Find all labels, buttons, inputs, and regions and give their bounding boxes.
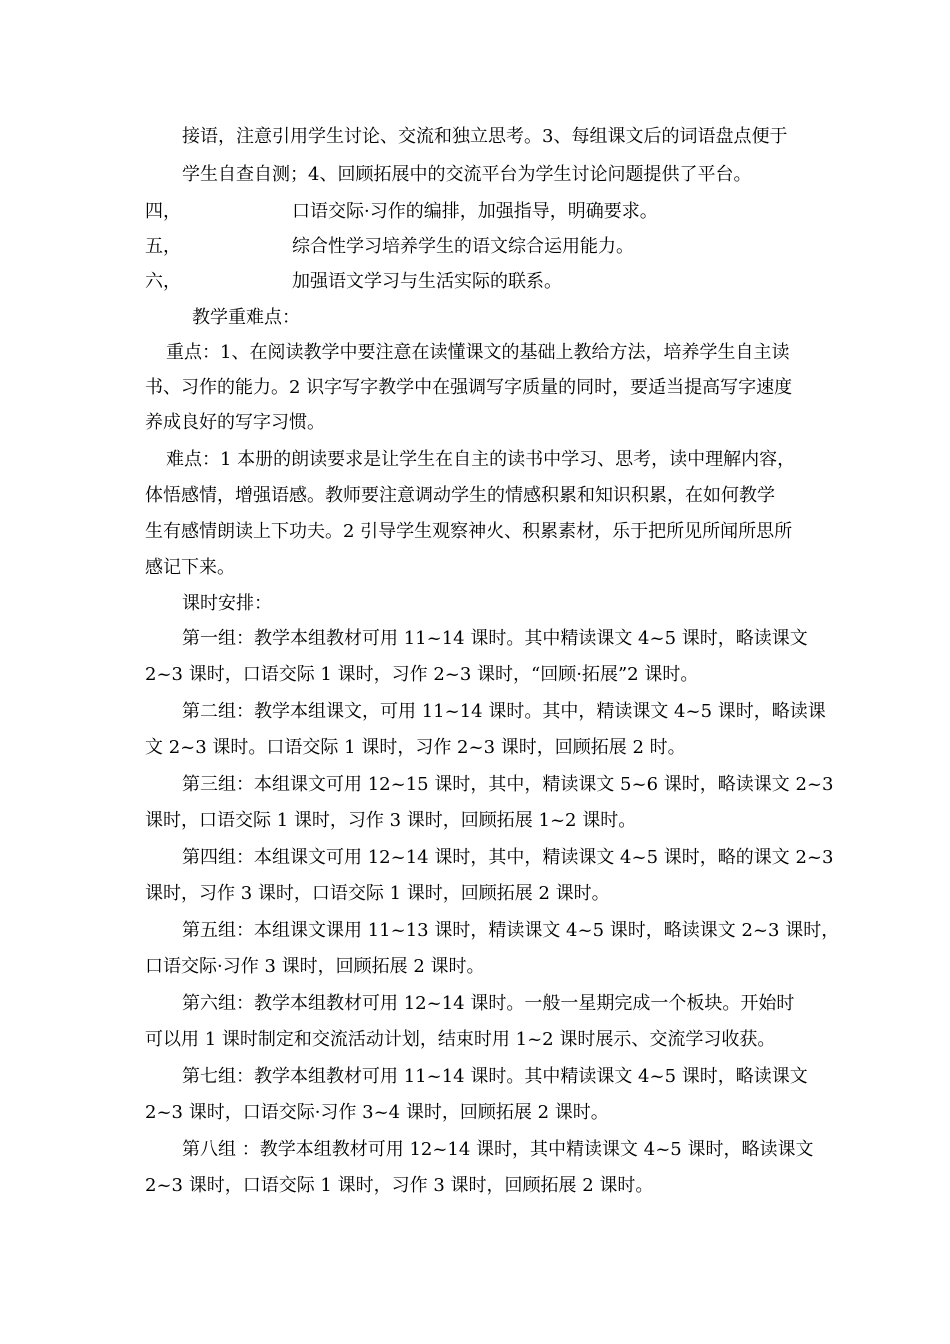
schedule-group-6-line-1: 第六组：教学本组教材可用 12~14 课时。一般一星期完成一个板块。开始时 bbox=[182, 993, 795, 1014]
schedule-group-4-line-1: 第四组：本组课文可用 12~14 课时，其中，精读课文 4~5 课时，略的课文 2~3 bbox=[182, 847, 834, 868]
item-number-4: 四， bbox=[145, 201, 181, 222]
schedule-group-3-line-1: 第三组：本组课文可用 12~15 课时，其中，精读课文 5~6 课时，略读课文 2~3 bbox=[182, 774, 834, 795]
schedule-group-2-line-1: 第二组：教学本组课文，可用 11~14 课时。其中，精读课文 4~5 课时，略读课 bbox=[182, 701, 826, 722]
item-number-5: 五， bbox=[145, 236, 181, 257]
difficult-points-line: 体悟感情，增强语感。教师要注意调动学生的情感积累和知识积累，在如何教学 bbox=[145, 485, 775, 506]
key-points-line: 养成良好的写字习惯。 bbox=[145, 412, 325, 433]
schedule-group-5-line-1: 第五组：本组课文课用 11~13 课时，精读课文 4~5 课时，略读课文 2~3 课时， bbox=[182, 920, 840, 941]
intro-line-1: 接语，注意引用学生讨论、交流和独立思考。3、每组课文后的词语盘点便于 bbox=[182, 126, 788, 147]
intro-line-2: 学生自查自测；4、回顾拓展中的交流平台为学生讨论问题提供了平台。 bbox=[182, 164, 752, 185]
schedule-group-8-line-1: 第八组 ：教学本组教材可用 12~14 课时，其中精读课文 4~5 课时，略读课文 bbox=[182, 1139, 814, 1160]
difficult-points-line: 感记下来。 bbox=[145, 557, 235, 578]
schedule-group-1-line-1: 第一组：教学本组教材可用 11~14 课时。其中精读课文 4~5 课时，略读课文 bbox=[182, 628, 808, 649]
schedule-group-4-line-2: 课时，习作 3 课时，口语交际 1 课时，回顾拓展 2 课时。 bbox=[145, 883, 610, 904]
item-text-5: 综合性学习培养学生的语文综合运用能力。 bbox=[292, 236, 634, 257]
key-difficult-heading: 教学重难点： bbox=[192, 307, 300, 328]
schedule-group-2-line-2: 文 2~3 课时。口语交际 1 课时，习作 2~3 课时，回顾拓展 2 时。 bbox=[145, 737, 686, 758]
schedule-group-1-line-2: 2~3 课时，口语交际 1 课时，习作 2~3 课时，“回顾·拓展”2 课时。 bbox=[145, 664, 699, 685]
item-number-6: 六， bbox=[145, 271, 181, 292]
schedule-group-8-line-2: 2~3 课时，口语交际 1 课时，习作 3 课时，回顾拓展 2 课时。 bbox=[145, 1175, 654, 1196]
schedule-group-5-line-2: 口语交际·习作 3 课时，回顾拓展 2 课时。 bbox=[145, 956, 485, 977]
schedule-group-7-line-2: 2~3 课时，口语交际·习作 3~4 课时，回顾拓展 2 课时。 bbox=[145, 1102, 609, 1123]
schedule-group-3-line-2: 课时，口语交际 1 课时，习作 3 课时，回顾拓展 1~2 课时。 bbox=[145, 810, 637, 831]
difficult-points-line: 难点：1 本册的朗读要求是让学生在自主的读书中学习、思考，读中理解内容， bbox=[166, 449, 796, 470]
key-points-line: 重点：1、在阅读教学中要注意在读懂课文的基础上教给方法，培养学生自主读 bbox=[166, 342, 790, 363]
schedule-heading: 课时安排： bbox=[182, 593, 272, 614]
item-text-4: 口语交际·习作的编排，加强指导，明确要求。 bbox=[292, 201, 658, 222]
item-text-6: 加强语文学习与生活实际的联系。 bbox=[292, 271, 562, 292]
key-points-line: 书、习作的能力。2 识字写字教学中在强调写字质量的同时，要适当提高写字速度 bbox=[145, 377, 793, 398]
schedule-group-7-line-1: 第七组：教学本组教材可用 11~14 课时。其中精读课文 4~5 课时，略读课文 bbox=[182, 1066, 808, 1087]
difficult-points-line: 生有感情朗读上下功夫。2 引导学生观察神火、积累素材，乐于把所见所闻所思所 bbox=[145, 521, 793, 542]
schedule-group-6-line-2: 可以用 1 课时制定和交流活动计划，结束时用 1~2 课时展示、交流学习收获。 bbox=[145, 1029, 776, 1050]
